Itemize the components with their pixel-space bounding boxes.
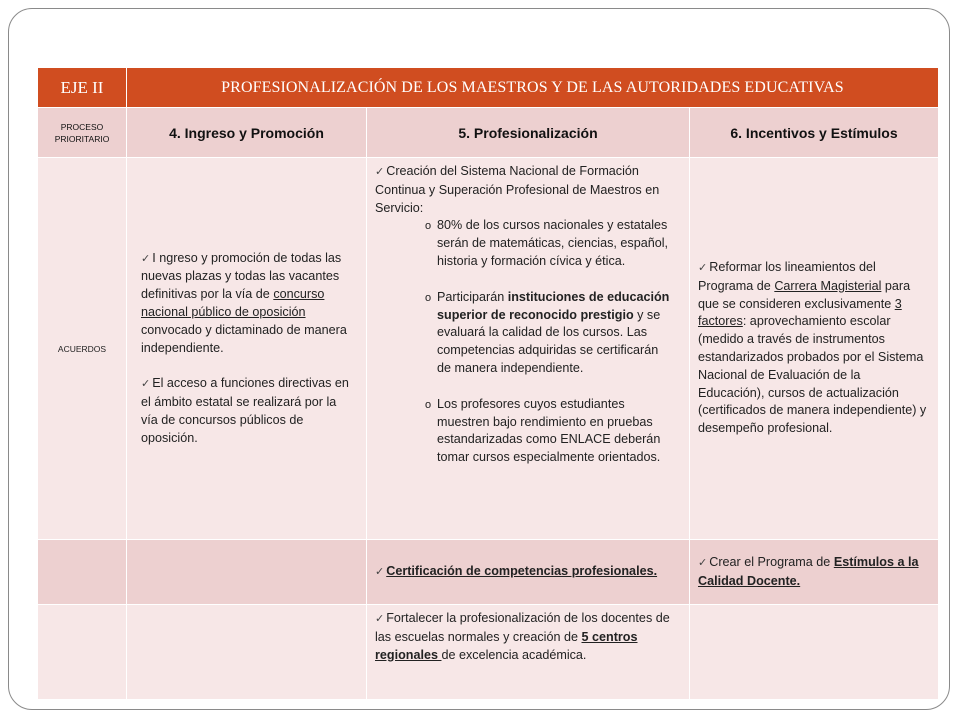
incentivos-item-1: ✓ Reformar los lineamientos del Programa de Carrera Magisterial para que se consideren exclusivamente 3 factores: aprovechamiento escolar (medido a través de instrumentos estandarizados probados por el Sistema Nacional de Evaluación de la Educación), cursos de actualización (certificados de manera independiente) y desempeño profesional. (698, 260, 927, 436)
profesionalizacion-intro: ✓ Creación del Sistema Nacional de Formación Continua y Superación Profesional de Maestros en Servicio: (375, 164, 660, 215)
normales-row (38, 605, 938, 700)
axis-label: EJE II (38, 68, 127, 108)
estimulos-cell: ✓ Crear el Programa de Estímulos a la Calidad Docente. (690, 540, 938, 605)
profesionalizacion-cell (367, 158, 690, 540)
check-icon: ✓ (375, 565, 385, 578)
check-icon: ✓ (698, 556, 708, 569)
col-heading-ingreso: 4. Ingreso y Promoción (127, 108, 367, 158)
check-icon: ✓ (141, 252, 151, 265)
empty-cell (127, 605, 367, 700)
check-icon: ✓ (698, 262, 708, 275)
check-icon: ✓ (375, 613, 385, 625)
process-label: PROCESO PRIORITARIO (38, 108, 127, 158)
circle-bullet-icon: o (425, 220, 432, 233)
certificacion-row (38, 540, 938, 605)
profesionalizacion-subitem-1: o 80% de los cursos nacionales y estatales serán de matemáticas, ciencias, español, historia y formación cívica y ética. (425, 217, 675, 270)
ingreso-item-1: ✓ I ngreso y promoción de todas las nuevas plazas y todas las vacantes definitivas por la vía de concurso nacional público de oposición convocado y dictaminado de manera independiente. (141, 250, 347, 355)
acuerdos-row (38, 158, 938, 540)
empty-cell (38, 540, 127, 605)
circle-bullet-icon: o (425, 398, 432, 411)
normales-cell: ✓ Fortalecer la profesionalización de los docentes de las escuelas normales y creación de 5 centros regionales de excelencia académica. (367, 605, 690, 700)
empty-cell (127, 540, 367, 605)
header-row (38, 68, 938, 108)
ingreso-item-2: ✓ El acceso a funciones directivas en el ámbito estatal se realizará por la vía de concursos públicos de oposición. (141, 376, 349, 445)
check-icon: ✓ (375, 166, 385, 178)
policy-table (38, 68, 938, 700)
ingreso-cell (127, 158, 367, 540)
check-icon: ✓ (141, 378, 151, 391)
profesionalizacion-subitem-3: o Los profesores cuyos estudiantes muestren bajo rendimiento en pruebas estandarizadas como ENLACE deberán tomar cursos especialmente orientados. (425, 396, 675, 467)
empty-cell (38, 605, 127, 700)
certificacion-cell: ✓ Certificación de competencias profesionales. (367, 540, 690, 605)
acuerdos-label: ACUERDOS (38, 158, 127, 540)
axis-title: PROFESIONALIZACIÓN DE LOS MAESTROS Y DE LAS AUTORIDADES EDUCATIVAS (127, 68, 938, 108)
empty-cell (690, 605, 938, 700)
subheader-row (38, 108, 938, 158)
col-heading-incentivos: 6. Incentivos y Estímulos (690, 108, 938, 158)
col-heading-profesionalizacion: 5. Profesionalización (367, 108, 690, 158)
incentivos-cell (690, 158, 938, 540)
profesionalizacion-subitem-2: o Participarán instituciones de educación superior de reconocido prestigio y se evaluará la calidad de los cursos. Las competencias adquiridas se certificarán de manera independiente. (425, 289, 675, 378)
circle-bullet-icon: o (425, 291, 432, 304)
